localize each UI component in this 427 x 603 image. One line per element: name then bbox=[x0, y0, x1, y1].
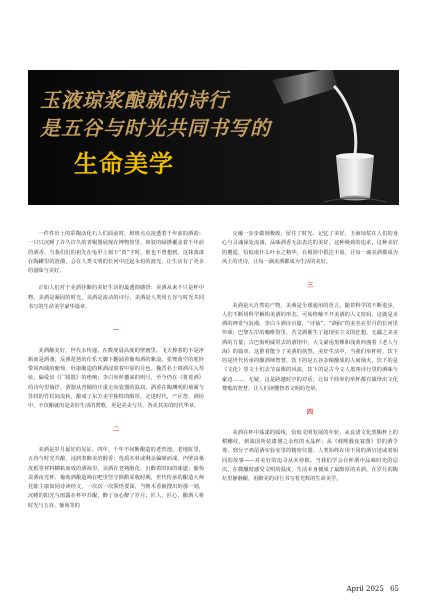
paragraph: 正如人们对于美酒佳酿的美好生活的最透彻感悟：美酒从来不只是杯中物，美酒是凝固的时光，美酒是流动的诗行，美酒是人类用五谷与时光共同书写的生命美学豪华篇章。 bbox=[28, 285, 204, 310]
hero-title-line-1: 玉液琼浆酿就的诗行 bbox=[40, 88, 229, 112]
paragraph: 美酒是大自然的产物，美酒是全球通用的语言。随着科学的不断进步，人们不断用科学解构美酒的形态，可始终解不开美酒的人文密码，这就是美酒的神奇与浪漫。李白斗酒诗百篇，“诗仙”、“酒仙”的美名在岁月的长河里传颂；巴黎左岸的咖啡馆里，苦艾酒催生了超现实主义的狂想，无疆之美美酒的力量；古巴海明威常去的酒馆中，大文豪用黑裸和浅黄西漫着《老人与海》的篇章。这推着能少了美酒的侠然，美好生活中，当我们举杯时，饮下的是世代传承的酿酒师智慧，饮下的是五谷杂粮酿成的人间烟火，饮下的是《文化》里文士们去节高歌的风流，饮下的是古今文人墨客诗行里的酒味与豪迈……，无疑，这是跨越时空的对话，让每个简单的举杯都有演绎出文化赞歌的智慧，让人们读懂智者文明的光晕。 bbox=[222, 302, 398, 392]
page-number: 65 bbox=[390, 585, 399, 593]
paragraph: 美酒在杯中荡漾的弧线，恰似文明发展的年轮。从良渚文化黑陶杯上的稻穗纹，到战国所装漆器之永恒的水晶杯；从《韩熙载夜宴图》里的酒令筹，到分子鸡尾酒实验室里的精密仪器，人类始终在用不同的酒宣述或着相同的故事——对美好的追寻从未停歇。当我们学会在杯酒中品味时光的层次，在微醺时感受文明的温度，生活本身便成了最醇厚的美酒。在岁月的陶坛里静静酿，用醉美的诗行书写着光辉的生命美学。 bbox=[222, 429, 398, 483]
section-number: 二 bbox=[112, 426, 119, 434]
section-number: 四 bbox=[306, 409, 313, 417]
paragraph: 美酒是岁月最好的见证。四年、千年不间断酿造的老窖池，老地缸里，五谷与时光共酿，浸润着醉美的醇香；优质木材或剩余偏制而成、内壁由桑皮纸等材料糊粘而成的酒海里，美酒在老熟醇化，沉醉着时间的味道；葡萄美酒夜光杯、葡萄酒酿造师在吧里坚守斟酌采收时期，世代传承的酿造大师托陈主康如同诗读经文，一次次一次领悟要深，当继木香被搜出的那一刻，沉睡的阳光与雨露在杯中苏醒，醉了身心醉了岁月；匠人、匠心，酿酒人将时光与五谷、葡萄等的 bbox=[28, 447, 204, 509]
hero-banner bbox=[28, 70, 399, 205]
hero-title-line-2: 是五谷与时光共同书写的 bbox=[40, 116, 271, 140]
liquor-glass-illustration bbox=[254, 70, 399, 205]
paragraph: 交融一步步做到极致，留住了时光、记忆了美好，玉液琼浆在人们的身心与灵魂深处流淌，品味酒香无法表达的美好。这种极致的追求，这种美好的邂逅，恰似取什么叶水之精华，在极简中抵达丰盈，让每一滴美酒都成为风土的史诗，让每一滴美酒都成为生活的美好。 bbox=[222, 231, 398, 265]
section-number: 三 bbox=[306, 282, 313, 289]
section-number: 一 bbox=[112, 327, 119, 334]
right-column bbox=[222, 230, 398, 492]
left-column bbox=[28, 230, 204, 519]
issue-date: April 2025 bbox=[346, 585, 384, 593]
page-footer bbox=[346, 585, 399, 593]
paragraph: 美酒酿美好，世代永传递。在数度晨高度的壁画里，飞天捧着的不是净瓶而是酒盏，反弹琵琶的仕乐天脚下翻涌着葡萄酒的紫浪。张骞凿空的驼铃带回西域的葡萄，杜康酿造的秫酒浸润着中原的月色。魏晋名士将酒注入琴弦，偏爱出《广陵散》的绝响；李白举杯邀来的明月，至今仍在《将进酒》的诗句里徜徉。酒器从青铜的庄重走向瓷器的温润，酒香在陶渊明的菊篱与苏轼的竹杖间流转，酿成了东方美学独特的醇厚，走进时代，产区窖、酒坊中，不仅酿就的是美好生活的赞歌，更是美美与共、各美其美的时代华章。 bbox=[28, 347, 204, 410]
hero-title-line-3: 生命美学 bbox=[74, 149, 174, 178]
paragraph: 一件件出土的彩陶活化石人们面前时，斑斑点点凌透着千年前的酒韵；一只只沉睡了许久许久的青铜器展现在博物馆里，斑驳的绿锈覆盖着千年前的酒香。当我们们的祖先在龟甲上刻下“酉”字时，谁也不曾想到，这抹落漾在陶罐里的涟漪，会在人类文明的长河中泛起永恒的波光，让生活有了更多的滋味与美好。 bbox=[28, 231, 204, 274]
